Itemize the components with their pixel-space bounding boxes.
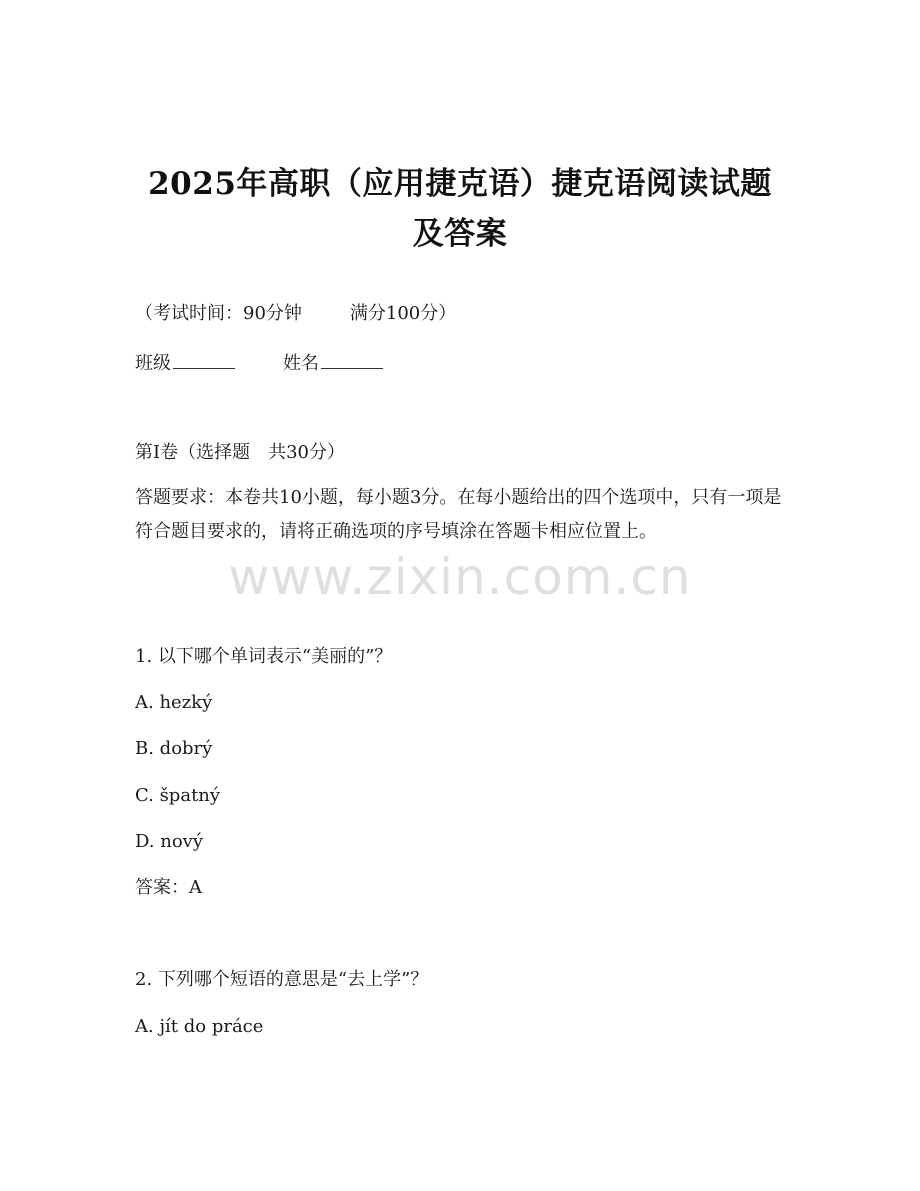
name-label: 姓名 xyxy=(283,353,319,374)
question-1-option-a: A. hezký xyxy=(135,692,213,713)
question-2-option-a: A. jít do práce xyxy=(135,1016,264,1037)
exam-score: 满分100分） xyxy=(349,303,457,324)
document-title-line-2: 及答案 xyxy=(412,216,508,252)
question-1-option-c: C. špatný xyxy=(135,785,221,806)
name-blank xyxy=(321,350,383,369)
exam-time: （考试时间：90分钟 xyxy=(135,303,302,324)
class-label: 班级 xyxy=(135,353,171,374)
class-blank xyxy=(173,350,235,369)
question-1-option-b: B. dobrý xyxy=(135,738,213,759)
question-1-answer: 答案：A xyxy=(135,877,202,898)
watermark: www.zixin.com.cn xyxy=(228,548,692,606)
section-instructions: 答题要求：本卷共10小题，每小题3分。在每小题给出的四个选项中，只有一项是符合题目要求的，请将正确选项的序号填涂在答题卡相应位置上。 xyxy=(135,487,782,542)
section-heading: 第Ⅰ卷（选择题 共30分） xyxy=(135,442,346,463)
document-title-line-1: 2025年高职（应用捷克语）捷克语阅读试题 xyxy=(148,166,772,202)
question-1-stem: 1. 以下哪个单词表示“美丽的”？ xyxy=(135,646,393,667)
question-2-stem: 2. 下列哪个短语的意思是“去上学”？ xyxy=(135,969,429,990)
student-info xyxy=(135,350,383,376)
question-1-option-d: D. nový xyxy=(135,831,204,852)
exam-info xyxy=(135,302,456,326)
